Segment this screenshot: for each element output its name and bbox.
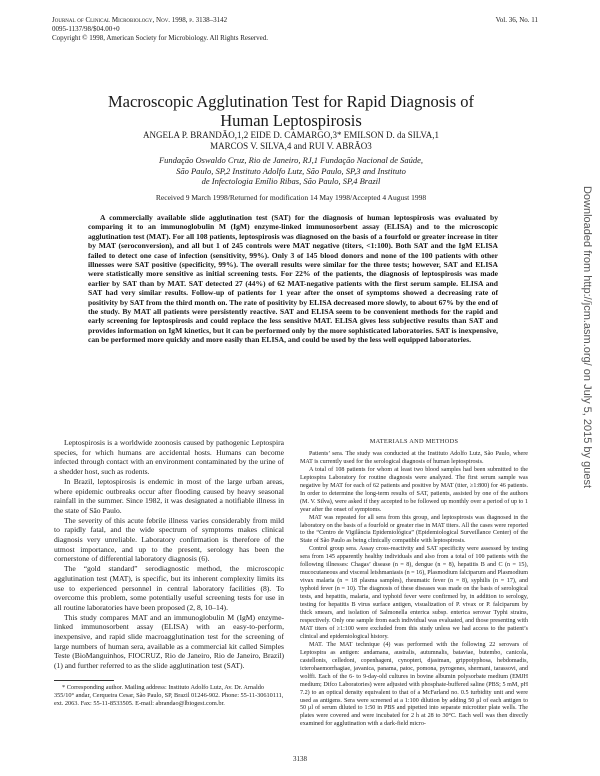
paper-title — [60, 92, 522, 130]
methods-paragraph-1: Patients’ sera. The study was conducted at the Instituto Adolfo Lutz, São Paulo, where MAT is currently used for the serological diagnosis of human leptospirosis. — [300, 450, 528, 465]
title-line-1: Macroscopic Agglutination Test for Rapid Diagnosis of — [107, 92, 475, 111]
intro-paragraph-1: Leptospirosis is a worldwide zoonosis caused by pathogenic Leptospira species, for which humans are accidental hosts. Humans can become infected through contact with an environment contaminated by the urine of a shedder host, such as rodents. — [54, 438, 284, 477]
methods-paragraph-3: MAT was repeated for all sera from this group, and leptospirosis was diagnosed in the laboratory on the basis of a fourfold or greater rise in MAT titers. All the cases were reported to the “Centro de Vigilância Epidemiológica” (Epidemiological Surveillance Center) of the State of São Paulo as being clinically compatible with leptospirosis. — [300, 514, 528, 545]
methods-paragraph-5: MAT. The MAT technique (4) was performed with the following 22 serovars of Leptospira as antigen: andamana, australis, autumnalis, bataviae, butembo, canicola, castellonis, celledoni, copenhageni, cynopteri, djasiman, grippotyphosa, hebdomadis, icterohaemorrhagiae, javanica, panama, patoc, pomona, pyrogenes, shermani, tarassovi, and wolffi. Each of the 6- to 9-day-old cultures in bovine albumin polysorbate medium (EMJH medium; Difco Laboratories) were adjusted with phosphate-buffered saline (PBS; 5 mM, pH 7.2) to an optical density equivalent to that of a McFarland no. 0.5 turbidity unit and were used as antigens. Sera were screened at a 1:100 dilution by adding 50 μl of each antigen to 50 μl of serum diluted to 1:50 in PBS and pipetted into separate microtiter plate wells. The plates were covered and were incubated for 2 h at 28 to 30°C. Each well was then directly examined for agglutination with a dark-field micro- — [300, 641, 528, 728]
affiliations — [60, 155, 522, 187]
section-heading: MATERIALS AND METHODS — [369, 438, 459, 445]
journal-citation: Journal of Clinical Microbiology, Nov. 1998, p. 3138–3142 — [52, 16, 228, 24]
author-list — [60, 130, 522, 152]
authors-line-1: ANGELA P. BRANDÃO,1,2 EIDE D. CAMARGO,3* EMILSON D. da SILVA,1 — [142, 130, 439, 140]
download-watermark — [580, 182, 594, 492]
left-column — [54, 438, 284, 671]
methods-paragraph-4: Control group sera. Assay cross-reactivity and SAT specificity were assessed by testing sera from 145 apparently healthy individuals and also from a total of 100 patients with the following illnesses: Chagas’ disease (n = 8), dengue (n = 8), hepatitis B and C (n = 15), mucocutaneous and visceral leishmaniasis (n = 16), Plasmodium falciparum and Plasmodium vivax malaria (n = 18 plasma samples), rheumatic fever (n = 8), syphilis (n = 17), and typhoid fever (n = 10). The diagnosis of these diseases was made on the basis of serological tests, and hepatitis, malaria, and typhoid fever were confirmed by, in addition to serology, testing for hepatitis B virus surface antigen, visualization of P. vivax or P. falciparum by thick smears, and isolation of Salmonella enterica subsp. enterica serovar Typhi strains, respectively. Only one sample from each individual was evaluated, and those presenting with MAT titers of ≥1:100 were excluded from this study unless we had access to the patient’s clinical and epidemiological history. — [300, 546, 529, 640]
running-header — [52, 16, 432, 43]
intro-paragraph-5: This study compares MAT and an immunoglobulin M (IgM) enzyme-linked immunosorbent assay (ELISA) with an easy-to-perform, inexpensive, and rapid slide macroagglutination test for the screening of large numbers of human sera, available as a commercial kit called Simples Teste (BioManguinhos, FIOCRUZ, Rio de Janeiro, Rio de Janeiro, Brazil) (1) and further referred to as the slide agglutination test (SAT). — [54, 612, 284, 671]
intro-paragraph-3: The severity of this acute febrile illness varies considerably from mild to rapidly fatal, and the wide spectrum of symptoms makes clinical diagnosis very unreliable. Laboratory confirmation is therefore of the utmost importance, and up to the present, serology has been the cornerstone of differential laboratory diagnosis (6). — [54, 515, 284, 564]
submission-dates: Received 9 March 1998/Returned for modification 14 May 1998/Accepted 4 August 1998 — [155, 193, 427, 202]
title-line-2: Human Leptospirosis — [220, 111, 362, 130]
issn-line: 0095-1137/98/$04.00+0 — [52, 25, 120, 33]
right-column — [300, 438, 528, 729]
corresponding-author-footnote: * Corresponding author. Mailing address: Instituto Adolfo Lutz, Av. Dr. Arnaldo 355/10° andar, Cerqueira Cesar, São Paulo, SP, Brazil 01246-902. Phone: 55-11-30610111, ext. 2063. Fax: 55-11-8533505. E-mail: abrandao@lbiogest.com.br. — [54, 684, 284, 707]
methods-paragraph-2: A total of 108 patients for whom at least two blood samples had been submitted to the Leptospira Laboratory for routine diagnosis were analyzed. The first serum sample was negative by MAT for each of 62 patients and positive by MAT (titer, ≥1:800) for 46 patients. In order to determine the long-term results of SAT, patients, assisted by one of the authors (M. V. Silva), were asked if they accepted to be followed up monthly over a period of up to 1 year after the onset of symptoms. — [300, 466, 528, 513]
affiliation-line-2: São Paulo, SP,2 Instituto Adolfo Lutz, São Paulo, SP,3 and Instituto — [176, 165, 406, 176]
intro-paragraph-2: In Brazil, leptospirosis is endemic in most of the large urban areas, where epidemic outbreaks occur after flooding caused by heavy seasonal rainfall in the summer. Since 1982, it was designated a notifiable illness in the state of São Paulo. — [54, 476, 284, 515]
copyright-line: Copyright © 1998, American Society for Microbiology. All Rights Reserved. — [52, 34, 269, 42]
intro-paragraph-4: The “gold standard” serodiagnostic method, the microscopic agglutination test (MAT), is specific, but its inherent complexity limits its use to experienced personnel in central laboratory facilities (8). To overcome this problem, some potentially useful screening tests for use in all routine laboratories have been proposed (2, 8, 10–14). — [54, 564, 284, 612]
footnote-rule — [54, 680, 114, 681]
affiliation-line-3: de Infectologia Emílio Ribas, São Paulo, SP,4 Brazil — [201, 176, 381, 186]
authors-line-2: MARCOS V. SILVA,4 and RUI V. ABRÃO3 — [210, 141, 372, 151]
volume-label: Vol. 36, No. 11 — [495, 16, 538, 24]
affiliation-line-1: Fundação Oswaldo Cruz, Rio de Janeiro, RJ,1 Fundação Nacional de Saúde, — [158, 155, 424, 165]
page-number: 3138 — [293, 755, 307, 763]
download-watermark-text: Downloaded from http://jcm.asm.org/ on July 5, 2015 by guest — [581, 185, 593, 489]
abstract: A commercially available slide agglutination test (SAT) for the diagnosis of human leptospirosis was evaluated by comparing it to an immunoglobulin M (IgM) enzyme-linked immunosorbent assay (ELISA) and to the microscopic agglutination test (MAT). For all 108 patients, leptospirosis was diagnosed on the basis of a fourfold or greater increase in titer by MAT (seroconversion), and all but 1 of 245 controls were MAT negative (titers, <1:100). Both SAT and the IgM ELISA failed to detect one case of infection (sensitivity, 99%). Only 3 of 145 blood donors and none of the 100 patients with other illnesses were SAT positive (specificity, 99%). The overall results were similar for the three tests; however, SAT and ELISA were statistically more sensitive as initial screening tests. For 22% of the patients, the diagnosis of leptospirosis was made earlier by SAT than by MAT. SAT detected 27 (44%) of 62 MAT-negative patients with the first serum sample. ELISA and SAT had very similar results. Follow-up of patients for 1 year after the onset of symptoms showed a decreasing rate of positivity by SAT from the third month on. The rate of positivity by ELISA decreased more slowly, to about 67% by the end of the study. By MAT all patients were persistently reactive. SAT and ELISA seem to be convenient methods for the rapid and early screening for leptospirosis and could replace the less sensitive MAT. ELISA gives less subjective results than SAT and provides information on IgM kinetics, but it can be performed only by the more sophisticated laboratories. SAT is inexpensive, can be performed more quickly and more easily than ELISA, and could be used by the less well equipped laboratories. — [88, 213, 498, 345]
